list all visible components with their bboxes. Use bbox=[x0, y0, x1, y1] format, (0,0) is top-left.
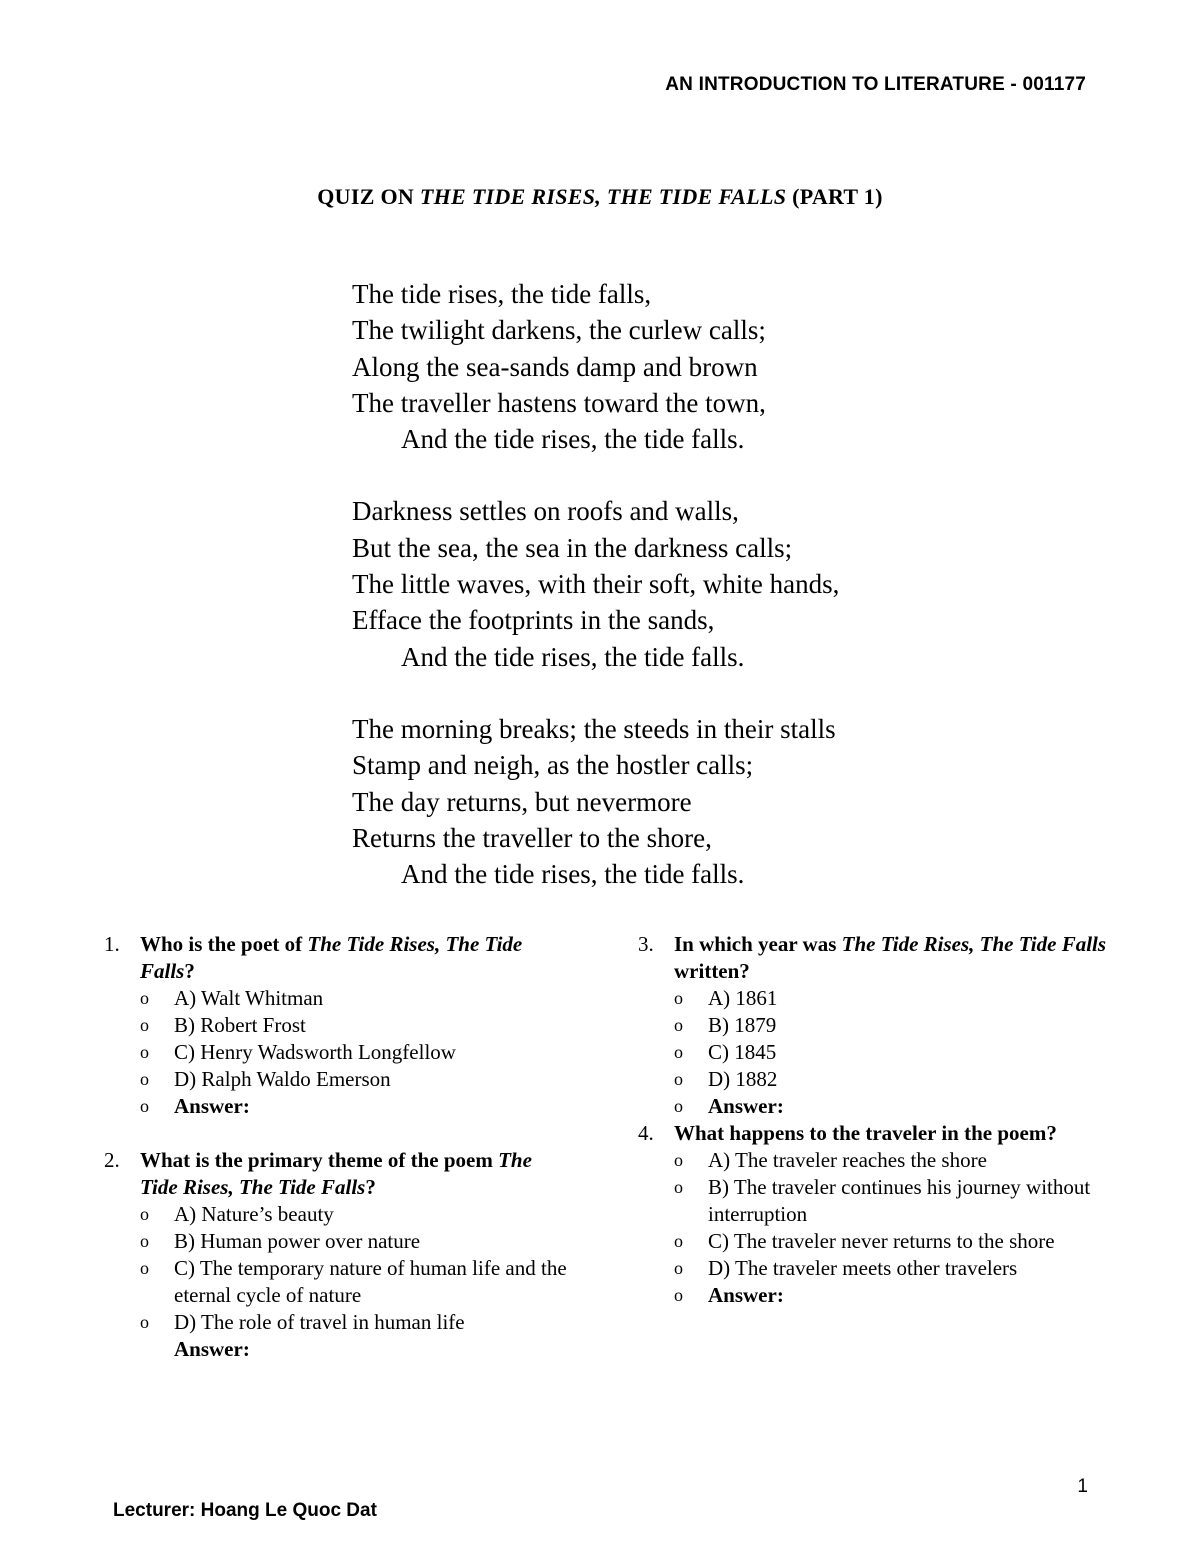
question-2 bbox=[104, 1147, 574, 1201]
poem-refrain: And the tide rises, the tide falls. bbox=[401, 641, 745, 672]
option: o B) Human power over nature bbox=[140, 1229, 421, 1253]
option: o A) Nature’s beauty bbox=[140, 1202, 334, 1226]
bullet: o bbox=[140, 1312, 149, 1332]
bullet: o bbox=[674, 988, 683, 1008]
poem-line: The morning breaks; the steeds in their stalls bbox=[352, 713, 836, 744]
quiz-title: QUIZ ON THE TIDE RISES, THE TIDE FALLS (PART 1) bbox=[317, 184, 883, 209]
poem-line: Darkness settles on roofs and walls, bbox=[352, 496, 739, 527]
answer-line[interactable]: o Answer: bbox=[674, 1283, 784, 1307]
poem-line: Efface the footprints in the sands, bbox=[352, 605, 715, 636]
bullet: o bbox=[674, 1096, 683, 1116]
poem-line: The tide rises, the tide falls, bbox=[352, 279, 652, 309]
poem-line: But the sea, the sea in the darkness calls; bbox=[352, 532, 793, 563]
bullet: o bbox=[674, 1042, 683, 1062]
poem-stanza bbox=[352, 711, 839, 892]
question-1 bbox=[104, 931, 574, 985]
option: o A) 1861 bbox=[674, 986, 778, 1010]
bullet: o bbox=[140, 1069, 149, 1089]
bullet: o bbox=[674, 1231, 683, 1251]
options-list bbox=[638, 1147, 1108, 1309]
question-text: Who is the poet of The Tide Rises, The Tide Falls? bbox=[140, 932, 523, 983]
option: o D) Ralph Waldo Emerson bbox=[140, 1067, 391, 1091]
bullet: o bbox=[674, 1258, 683, 1278]
options-list bbox=[104, 1201, 574, 1336]
answer-line[interactable]: o Answer: bbox=[140, 1094, 250, 1118]
option: o B) The traveler continues his journey without interruption bbox=[674, 1175, 1091, 1226]
bullet: o bbox=[140, 1231, 149, 1251]
question-text: What is the primary theme of the poem The Tide Rises, The Tide Falls? bbox=[140, 1148, 532, 1199]
question-3 bbox=[638, 931, 1108, 985]
options-list bbox=[638, 985, 1108, 1120]
bullet: o bbox=[140, 1015, 149, 1035]
poem-refrain: And the tide rises, the tide falls. bbox=[401, 424, 745, 455]
question-number: 1. bbox=[104, 932, 120, 956]
course-header: AN INTRODUCTION TO LITERATURE - 001177 bbox=[665, 74, 1086, 95]
question-number: 3. bbox=[638, 932, 654, 956]
bullet: o bbox=[140, 988, 149, 1008]
poem-line: The twilight darkens, the curlew calls; bbox=[352, 315, 766, 346]
question-text: In which year was The Tide Rises, The Tide Falls written? bbox=[674, 932, 1107, 983]
option: o C) 1845 bbox=[674, 1040, 777, 1064]
option: o B) Robert Frost bbox=[140, 1013, 306, 1037]
option: o D) 1882 bbox=[674, 1067, 778, 1091]
poem-line: Returns the traveller to the shore, bbox=[352, 822, 712, 853]
bullet: o bbox=[140, 1258, 149, 1278]
option: o C) The temporary nature of human life and the eternal cycle of nature bbox=[140, 1256, 567, 1307]
bullet: o bbox=[674, 1177, 683, 1197]
poem-line: The traveller hastens toward the town, bbox=[352, 387, 766, 418]
lecturer-footer: Lecturer: Hoang Le Quoc Dat bbox=[113, 1500, 377, 1521]
bullet: o bbox=[674, 1285, 683, 1305]
poem-line: The day returns, but nevermore bbox=[352, 786, 692, 817]
option: o D) The traveler meets other travelers bbox=[674, 1256, 1018, 1280]
answer-line[interactable]: o Answer: bbox=[674, 1094, 784, 1118]
questions-left-column bbox=[104, 931, 574, 1363]
option: o A) Walt Whitman bbox=[140, 986, 324, 1010]
poem bbox=[352, 276, 839, 892]
poem-line: Along the sea-sands damp and brown bbox=[352, 351, 758, 382]
option: o C) Henry Wadsworth Longfellow bbox=[140, 1040, 456, 1064]
bullet: o bbox=[140, 1204, 149, 1224]
question-4 bbox=[638, 1120, 1108, 1147]
poem-line: Stamp and neigh, as the hostler calls; bbox=[352, 750, 754, 781]
option: o D) The role of travel in human life bbox=[140, 1310, 465, 1334]
bullet: o bbox=[140, 1042, 149, 1062]
bullet: o bbox=[140, 1096, 149, 1116]
answer-line[interactable]: Answer: bbox=[174, 1337, 250, 1361]
questions-right-column bbox=[638, 931, 1108, 1309]
poem-stanza bbox=[352, 276, 839, 457]
poem-stanza bbox=[352, 493, 839, 674]
question-number: 4. bbox=[638, 1121, 654, 1145]
question-number: 2. bbox=[104, 1148, 120, 1172]
poem-refrain: And the tide rises, the tide falls. bbox=[401, 859, 745, 890]
options-list bbox=[104, 985, 574, 1120]
page-number: 1 bbox=[1077, 1476, 1088, 1497]
option: o B) 1879 bbox=[674, 1013, 777, 1037]
poem-line: The little waves, with their soft, white hands, bbox=[352, 569, 840, 600]
option: o A) The traveler reaches the shore bbox=[674, 1148, 987, 1172]
option: o C) The traveler never returns to the shore bbox=[674, 1229, 1055, 1253]
bullet: o bbox=[674, 1015, 683, 1035]
bullet: o bbox=[674, 1069, 683, 1089]
bullet: o bbox=[674, 1150, 683, 1170]
question-text: What happens to the traveler in the poem? bbox=[674, 1121, 1057, 1145]
